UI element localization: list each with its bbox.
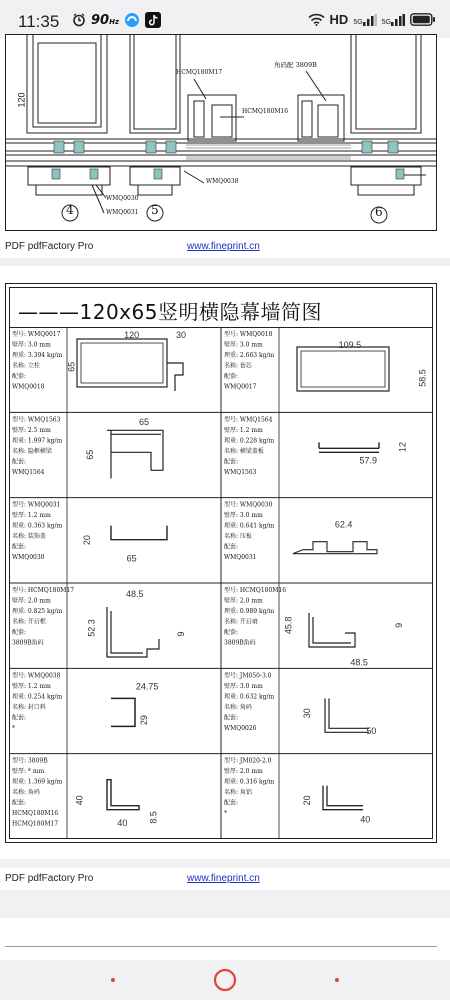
profile-cell	[224, 415, 407, 475]
profile-spec: 理重: 0.316 kg/m	[224, 778, 275, 786]
profile-spec: 壁厚: 3.0 mm	[224, 512, 263, 520]
profile-spec: WMQ0026	[224, 724, 257, 732]
wifi-icon	[308, 13, 325, 26]
dim-120: 120	[16, 92, 27, 108]
profile-spec: 壁厚: 3.0 mm	[224, 682, 263, 690]
profile-spec: WMQ0018	[12, 383, 45, 391]
profile-drawing	[77, 339, 183, 391]
profile-spec: 型号: WMQ0030	[224, 501, 273, 509]
profile-spec: 理重: 0.363 kg/m	[12, 522, 63, 530]
profile-spec: 名称: 开启扇	[224, 618, 258, 626]
pdf-footer-1	[0, 236, 450, 258]
dimension-label: 20	[82, 535, 93, 546]
dimension-label: 65	[138, 416, 150, 427]
profile-spec: 理重: 0.228 kg/m	[224, 437, 275, 445]
profile-spec: 配套:	[12, 629, 27, 636]
profile-spec: 理重: 0.632 kg/m	[224, 693, 275, 701]
clock: 11:35	[18, 12, 60, 31]
footer-text: PDF pdfFactory Pro	[5, 241, 94, 252]
profile-spec: 型号: WMQ0031	[12, 501, 61, 509]
drawing-frame	[5, 34, 437, 231]
profile-spec: 理重: 0.825 kg/m	[12, 608, 63, 615]
profile-spec: 3809B角码	[224, 639, 256, 647]
profile-spec: 名称: 套芯	[224, 362, 252, 370]
label-3809b: 角码配 3809B	[274, 61, 317, 69]
profile-drawing	[309, 613, 355, 647]
profile-table	[9, 327, 433, 839]
profile-spec: 配套:	[12, 543, 27, 551]
profile-spec: 名称: 角铝	[224, 789, 252, 797]
dimension-label: 45.8	[283, 616, 294, 635]
dimension-label: 120	[124, 329, 140, 340]
profile-spec: 配套:	[12, 714, 27, 722]
profile-spec: 配套:	[12, 373, 27, 380]
profile-spec: 壁厚: 1.2 mm	[12, 512, 51, 520]
profile-drawing	[111, 698, 135, 726]
profile-spec: 壁厚: 1.2 mm	[224, 426, 263, 434]
profile-spec: 理重: 1.997 kg/m	[12, 437, 63, 445]
footer-text: PDF pdfFactory Pro	[5, 873, 94, 884]
profile-spec: 配套:	[224, 543, 239, 551]
profile-spec: 名称: 封口料	[12, 703, 46, 711]
profile-drawing	[107, 780, 139, 810]
profile-spec: HCMQ180M17	[12, 820, 59, 828]
profile-spec: 壁厚: 1.2 mm	[12, 682, 51, 690]
profile-spec: 型号: HCMQ180M17	[12, 587, 75, 594]
dimension-label: 9	[176, 631, 187, 637]
profile-spec: 壁厚: 2.0 mm	[224, 768, 263, 776]
profile-spec: 配套:	[224, 458, 239, 466]
profile-cell	[12, 671, 158, 732]
profile-spec: 型号: WMQ0018	[224, 331, 273, 338]
status-bar	[0, 0, 450, 38]
dimension-label: 9	[394, 622, 405, 628]
profile-spec: *	[12, 724, 15, 732]
dimension-label: 57.9	[359, 455, 378, 466]
profile-spec: 配套:	[224, 714, 239, 722]
callout-5: 5	[151, 203, 159, 217]
profile-spec: WMQ1563	[224, 468, 257, 476]
profile-spec: 型号: HCMQ180M16	[224, 587, 287, 594]
dimension-label: 40	[74, 795, 85, 806]
profile-spec: 名称: 角码	[12, 789, 40, 797]
profile-spec: 壁厚: 3.0 mm	[12, 341, 51, 349]
dimension-label: 30	[175, 329, 186, 340]
profile-spec: 名称: 装饰盖	[12, 533, 46, 541]
dimension-label: 52.3	[86, 619, 97, 637]
profile-spec: 配套:	[224, 373, 239, 380]
dimension-label: 48.5	[125, 589, 144, 600]
profile-spec: 型号: 3809B	[12, 757, 48, 765]
dimension-label: 24.75	[135, 681, 159, 692]
profile-spec: HCMQ180M16	[12, 810, 59, 818]
footer-link[interactable]: www.fineprint.cn	[187, 873, 260, 884]
profile-spec: 名称: 角码	[224, 703, 252, 711]
profile-spec: WMQ1564	[12, 468, 45, 476]
profile-drawing	[323, 786, 363, 810]
dimension-label: 65	[85, 449, 96, 460]
profile-drawing	[107, 607, 159, 657]
profile-spec: 壁厚: 2.5 mm	[12, 426, 51, 434]
profile-drawing	[325, 698, 369, 732]
app-notification-icon	[124, 12, 140, 28]
profile-cell	[224, 671, 376, 735]
profile-cell	[224, 586, 404, 668]
profile-spec: *	[224, 810, 227, 818]
profile-cell	[224, 330, 427, 391]
profile-spec: 壁厚: 3.0 mm	[224, 341, 263, 349]
profile-spec: 名称: 立柱	[12, 362, 40, 370]
profile-spec: 名称: 开启框	[12, 618, 46, 626]
profile-spec: WMQ0031	[224, 554, 257, 562]
label-wmq0038: WMQ0038	[206, 178, 239, 185]
dimension-label: 62.4	[334, 519, 353, 530]
label-wmq0030: WMQ0030	[106, 195, 139, 202]
callout-6: 6	[375, 205, 383, 219]
profile-drawing	[293, 542, 377, 554]
dimension-label: 20	[301, 795, 312, 806]
profile-spec: 名称: 隐框横梁	[12, 447, 52, 455]
profile-cell	[12, 757, 158, 828]
profile-spec: 理重: 0.641 kg/m	[224, 522, 275, 530]
profile-spec: 型号: WMQ1563	[12, 416, 61, 424]
callout-4: 4	[66, 203, 74, 217]
profile-spec: WMQ0030	[12, 554, 45, 562]
profile-spec: 型号: WMQ0017	[12, 331, 61, 338]
profile-spec: 理重: 0.254 kg/m	[12, 693, 63, 701]
tiktok-icon	[145, 12, 161, 28]
profile-spec: 壁厚: * mm	[12, 768, 45, 776]
profile-spec: WMQ0017	[224, 383, 257, 391]
dimension-label: 50	[366, 725, 377, 736]
label-wmq0031: WMQ0031	[106, 209, 139, 216]
profile-drawing	[111, 526, 167, 540]
profile-spec: 型号: JM050-3.0	[224, 672, 272, 680]
back-dot-icon[interactable]	[332, 975, 342, 985]
profile-cell	[12, 415, 163, 478]
signal-1: 5G	[353, 14, 376, 26]
profile-cell	[12, 501, 167, 564]
profile-spec: 壁厚: 2.0 mm	[12, 597, 51, 605]
profile-spec: 配套:	[224, 799, 239, 807]
profile-spec: 配套:	[12, 458, 27, 466]
profile-cell	[12, 330, 186, 391]
profile-spec: 名称: 横梁盖板	[224, 447, 264, 455]
section-drawing	[6, 35, 436, 230]
dimension-label: 109.5	[338, 340, 362, 351]
profile-spec: 理重: 3.394 kg/m	[12, 352, 63, 359]
profile-spec: 理重: 0.989 kg/m	[224, 608, 275, 615]
profile-spec: 型号: WMQ1564	[224, 416, 273, 424]
recents-dot-icon[interactable]	[108, 975, 118, 985]
profile-drawing	[297, 347, 389, 391]
sheet-title: ———120x65竖明横隐幕墙简图	[18, 300, 322, 324]
label-hcmq180m16: HCMQ180M16	[242, 108, 289, 115]
navigation-bar	[0, 960, 450, 1000]
profile-spec: 配套:	[224, 629, 239, 636]
refresh-rate: 90Hz	[91, 12, 120, 28]
profile-spec: 理重: 2.663 kg/m	[224, 352, 275, 359]
dimension-label: 48.5	[350, 657, 368, 668]
dimension-label: 40	[360, 814, 371, 825]
dimension-label: 8.5	[148, 811, 159, 824]
profile-spec: 名称: 压板	[224, 533, 252, 541]
profile-spec: 理重: 1.369 kg/m	[12, 778, 63, 786]
profile-cell	[224, 501, 377, 562]
signal-2: 5G	[382, 14, 405, 26]
profile-spec: 壁厚: 2.0 mm	[224, 597, 263, 605]
pdf-footer-2	[0, 868, 450, 890]
signal-icon	[363, 14, 377, 26]
pdf-page-3	[0, 918, 450, 960]
dimension-label: 65	[126, 553, 137, 564]
profile-spec: 配套:	[12, 799, 27, 807]
dimension-label: 12	[397, 442, 408, 453]
label-hcmq180m17: HCMQ180M17	[176, 69, 223, 76]
home-circle-icon[interactable]	[212, 967, 238, 993]
profile-cell	[12, 586, 186, 657]
signal-icon	[391, 14, 405, 26]
dimension-label: 40	[117, 817, 128, 828]
profile-drawing	[319, 442, 379, 452]
dimension-label: 58.5	[417, 369, 428, 387]
profile-spec: 3809B角码	[12, 639, 44, 647]
dimension-label: 30	[301, 708, 312, 719]
profile-spec: 型号: WMQ0038	[12, 672, 61, 680]
network-type: HD	[329, 12, 349, 27]
dimension-label: 29	[139, 715, 150, 726]
pdf-page-1	[0, 38, 450, 236]
profile-drawing	[107, 430, 163, 478]
footer-link[interactable]: www.fineprint.cn	[187, 241, 260, 252]
dimension-label: 65	[66, 361, 77, 372]
battery-icon	[410, 13, 436, 26]
profile-spec: 型号: JM020-2.0	[224, 757, 272, 765]
alarm-icon	[72, 13, 86, 27]
profile-cell	[224, 757, 370, 825]
